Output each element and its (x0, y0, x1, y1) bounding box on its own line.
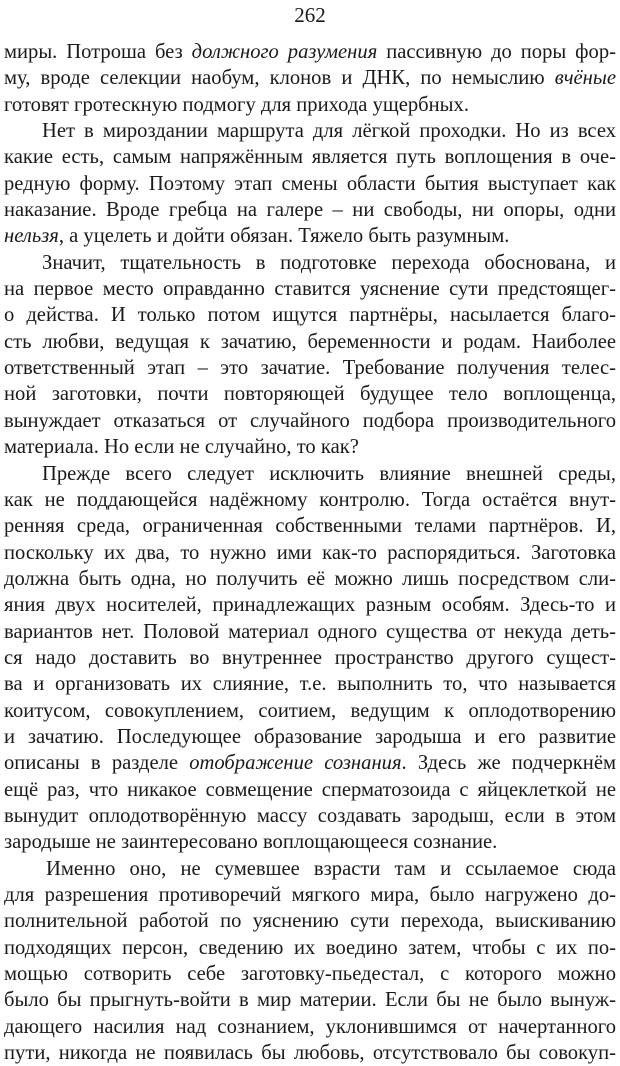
text-line (4, 39, 616, 65)
italic-text: отображение сознания (189, 752, 402, 775)
text-line (4, 698, 616, 724)
text-line (4, 276, 616, 302)
text-segment: му, вроде селекции наобум, клонов и ДНК, по немыслию (4, 67, 555, 90)
text-line (4, 566, 616, 592)
text-segment: материала. Но если не случайно, то как? (4, 436, 359, 459)
text-segment: должна быть одна, но получить её можно лишь посредством сли- (4, 567, 616, 590)
text-line (4, 513, 616, 539)
italic-text: вчёные (554, 67, 616, 90)
text-segment: наказание. Вроде гребца на галере – ни свободы, ни опоры, одни (4, 199, 616, 222)
text-segment: миры. Потроша без (4, 41, 192, 63)
text-line (4, 1040, 616, 1066)
text-line (4, 908, 616, 934)
text-line (4, 592, 616, 618)
text-line (4, 540, 616, 566)
text-line (4, 408, 616, 434)
text-line (4, 803, 616, 829)
text-line (4, 381, 616, 407)
text-line (4, 829, 616, 855)
text-line (4, 329, 616, 355)
text-line (4, 92, 616, 118)
text-segment: вынуждает отказаться от случайного подбора производительного (4, 409, 616, 432)
text-line (4, 724, 616, 750)
text-segment: ещё раз, что никакое совмещение сперматозоида с яйцеклеткой не (4, 778, 616, 801)
text-line (4, 1014, 616, 1040)
text-segment: ся надо доставить во внутреннее пространство другого сущест- (4, 646, 616, 669)
text-line (4, 250, 616, 276)
text-segment: и зачатию. Последующее образование зародыша и его развитие (4, 725, 616, 748)
text-line (4, 777, 616, 803)
text-segment: вынудит оплодотворённую массу создавать зародыш, если в этом (4, 804, 616, 827)
text-line (4, 882, 616, 908)
text-segment: на первое место оправданно ставится уяснение сути предстоящег- (4, 278, 616, 301)
text-line (4, 935, 616, 961)
text-line (4, 434, 616, 460)
text-segment: сть любви, ведущая к зачатию, беременности и родам. Наиболее (4, 330, 616, 353)
text-segment: Нет в мироздании маршрута для лёгкой проходки. Но из всех (42, 120, 616, 143)
text-line (4, 856, 616, 882)
text-segment: ренняя среда, ограниченная собственными телами партнёров. И, (4, 515, 616, 538)
text-line (4, 223, 616, 249)
text-segment: ва и организовать их слияние, т.е. выполнить то, что называется (4, 673, 616, 696)
text-line (4, 961, 616, 987)
text-line (4, 197, 616, 223)
text-line (4, 987, 616, 1013)
text-segment: яния двух носителей, принадлежащих разным особям. Здесь-то и (4, 594, 616, 617)
text-line (4, 171, 616, 197)
text-line (4, 461, 616, 487)
text-segment: о действа. И только потом ищутся партнёры, насылается благо- (4, 304, 616, 327)
text-segment: дающего насилия над сознанием, уклонившимся от начертанного (4, 1015, 616, 1038)
text-line (4, 144, 616, 170)
italic-text: нельзя (4, 225, 59, 248)
text-line (4, 619, 616, 645)
page-number: 262 (294, 3, 326, 27)
text-line (4, 355, 616, 381)
text-segment: Именно оно, не сумевшее взрасти там и ссылаемое сюда (46, 857, 616, 880)
text-segment: как не поддающейся надёжному контролю. Тогда остаётся внут- (4, 488, 616, 511)
text-segment: ной заготовки, почти повторяющей будущее тело воплощенца, (4, 383, 616, 406)
text-segment: редную форму. Поэтому этап смены области бытия выступает как (4, 172, 616, 195)
text-segment: , а уцелеть и дойти обязан. Тяжело быть разумным. (58, 225, 510, 248)
text-segment: ответственный этап – это зачатие. Требование получения телес- (4, 357, 616, 380)
text-segment: Значит, тщательность в подготовке перехода обоснована, и (42, 251, 616, 274)
text-segment: готовят гротескную подмогу для прихода ущербных. (4, 93, 469, 116)
body-text (4, 39, 616, 1066)
text-line (4, 750, 616, 776)
text-segment: пассивную до поры фор- (377, 41, 616, 63)
text-segment: зародыше не заинтересовано воплощающееся сознание. (4, 831, 498, 854)
text-segment: . Здесь же подчеркнём (401, 752, 616, 775)
text-segment: было бы прыгнуть-войти в мир материи. Если бы не было вынуж- (4, 989, 616, 1012)
italic-text: должного разумения (191, 41, 378, 63)
text-segment: пути, никогда не появилась бы любовь, отсутствовало бы совокуп- (4, 1042, 616, 1065)
text-line (4, 302, 616, 328)
text-segment: для разрешения противоречий мягкого мира, было нагружено до- (4, 884, 616, 906)
text-segment: описаны в разделе (4, 752, 190, 775)
text-line (4, 487, 616, 513)
text-segment: коитусом, совокуплением, соитием, ведущим к оплодотворению (4, 699, 616, 722)
text-segment: полнительной работой по уяснению сути перехода, выискиванию (4, 910, 616, 933)
text-segment: Прежде всего следует исключить влияние внешней среды, (42, 462, 616, 485)
text-segment: какие есть, самым напряжённым является путь воплощения в оче- (4, 146, 616, 169)
text-segment: мощью сотворить себе заготовку-пьедестал, с которого можно (4, 963, 616, 986)
text-line (4, 118, 616, 144)
text-line (4, 645, 616, 671)
text-segment: подходящих персон, сведению их воедино затем, чтобы с их по- (4, 936, 616, 959)
text-segment: вариантов нет. Половой материал одного существа от некуда деть- (4, 620, 616, 643)
text-line (4, 65, 616, 91)
text-segment: поскольку их два, то нужно ими как-то распорядиться. Заготовка (4, 541, 616, 564)
text-line (4, 671, 616, 697)
